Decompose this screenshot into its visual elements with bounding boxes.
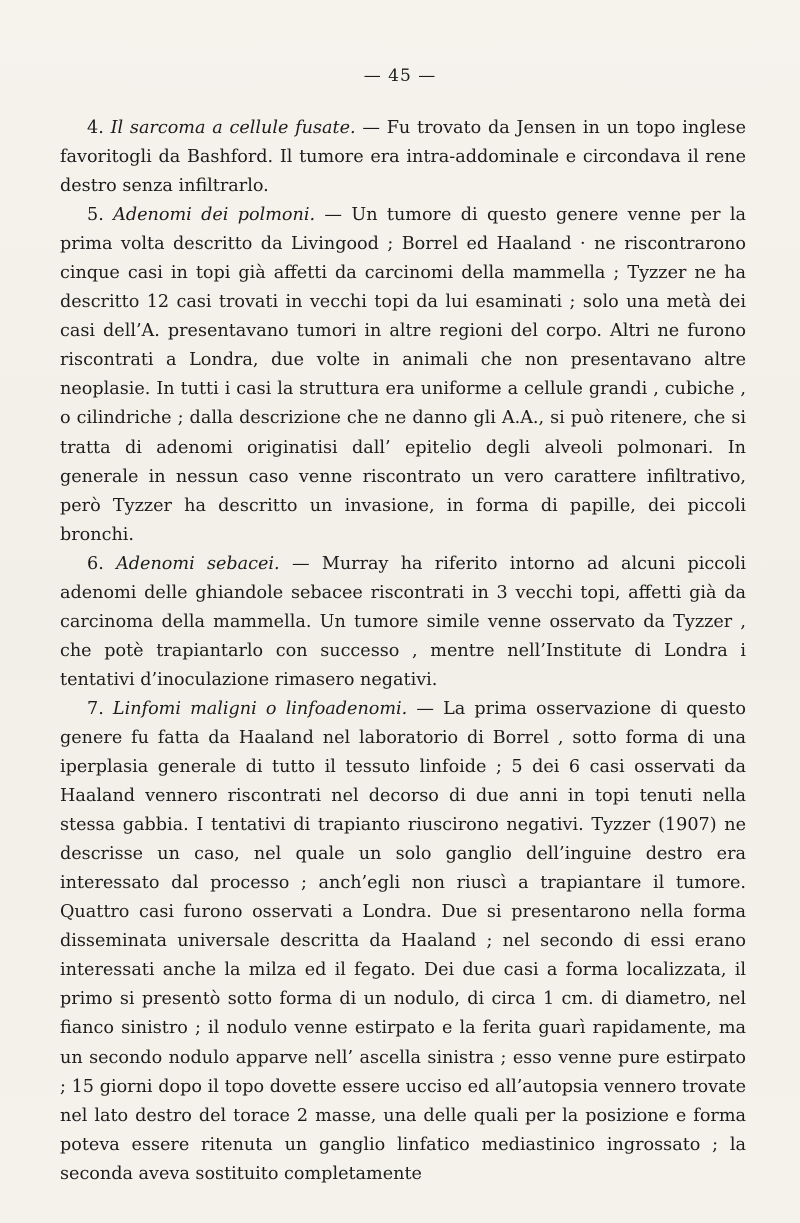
paragraph-adenomi-polmoni bbox=[60, 201, 746, 550]
paragraph-number: 4. bbox=[87, 118, 111, 138]
section-title: Adenomi dei polmoni. bbox=[113, 205, 316, 226]
paragraph-number: 5. bbox=[87, 205, 114, 226]
paragraph-sarcoma bbox=[60, 114, 746, 201]
section-title: Adenomi sebacei. bbox=[116, 553, 280, 574]
paragraph-adenomi-sebacei bbox=[60, 550, 746, 695]
paragraph-number: 7. bbox=[87, 698, 113, 719]
paragraph-text: — Murray ha riferito intorno ad alcuni piccoli adenomi delle ghiandole sebacee riscontrati in 3 vecchi topi, affetti già da carcinoma della mammella. Un tumore simile venne osservato da Tyzzer , che potè trapiantarlo con successo , mentre nell’Institute di Londra i tentativi d’inoculazione rimasero negativi. bbox=[60, 553, 746, 690]
section-title: Il sarcoma a cellule fusate. bbox=[110, 118, 356, 138]
paragraph-number: 6. bbox=[87, 553, 117, 574]
section-title: Linfomi maligni o linfoadenomi. bbox=[112, 698, 408, 719]
page-number: — 45 — bbox=[363, 66, 437, 86]
paragraph-linfomi bbox=[60, 695, 746, 1189]
paragraph-text: — Fu trovato da Jensen in un topo inglese favoritogli da Bashford. Il tumore era intra-addominale e circondava il rene destro senza infiltrarlo. bbox=[60, 118, 746, 197]
paragraph-text: — Un tumore di questo genere venne per la prima volta descritto da Livingood ; Borrel ed Haaland · ne riscontrarono cinque casi in topi già affetti da carcinomi della mammella ; Tyzzer ne ha descritto 12 casi trovati in vecchi topi da lui esaminati ; solo una metà dei casi dell’A. presentavano tumori in altre regioni del corpo. Altri ne furono riscontrati a Londra, due volte in animali che non presentavano altre neoplasie. In tutti i casi la struttura era uniforme a cellule grandi , cubiche , o cilindriche ; dalla descrizione che ne danno gli A.A., si può ritenere, che si tratta di adenomi originatisi dall’ epitelio degli alveoli polmonari. In generale in nessun caso venne riscontrato un vero carattere infiltrativo, però Tyzzer ha descritto un invasione, in forma di papille, dei piccoli bronchi. bbox=[60, 205, 746, 545]
body-text bbox=[60, 114, 746, 1189]
paragraph-text: — La prima osservazione di questo genere fu fatta da Haaland nel laboratorio di Borrel , sotto forma di una iperplasia generale di tutto il tessuto linfoide ; 5 dei 6 casi osservati da Haaland vennero riscontrati nel decorso di due anni in topi tenuti nella stessa gabbia. I tentativi di trapianto riuscirono negativi. Tyzzer (1907) ne descrisse un caso, nel quale un solo ganglio dell’inguine destro era interessato dal processo ; anch’egli non riuscì a trapiantare il tumore. Quattro casi furono osservati a Londra. Due si presentarono nella forma disseminata universale descritta da Haaland ; nel secondo di essi erano interessati anche la milza ed il fegato. Dei due casi a forma localizzata, il primo si presentò sotto forma di un nodulo, di circa 1 cm. di diametro, nel fianco sinistro ; il nodulo venne estirpato e la ferita guarì rapidamente, ma un secondo nodulo apparve nell’ ascella sinistra ; esso venne pure estirpato ; 15 giorni dopo il topo dovette essere ucciso ed all’autopsia vennero trovate nel lato destro del torace 2 masse, una delle quali per la posizione e forma poteva essere ritenuta un ganglio linfatico mediastinico ingrossato ; la seconda aveva sostituito completamente bbox=[60, 698, 746, 1184]
